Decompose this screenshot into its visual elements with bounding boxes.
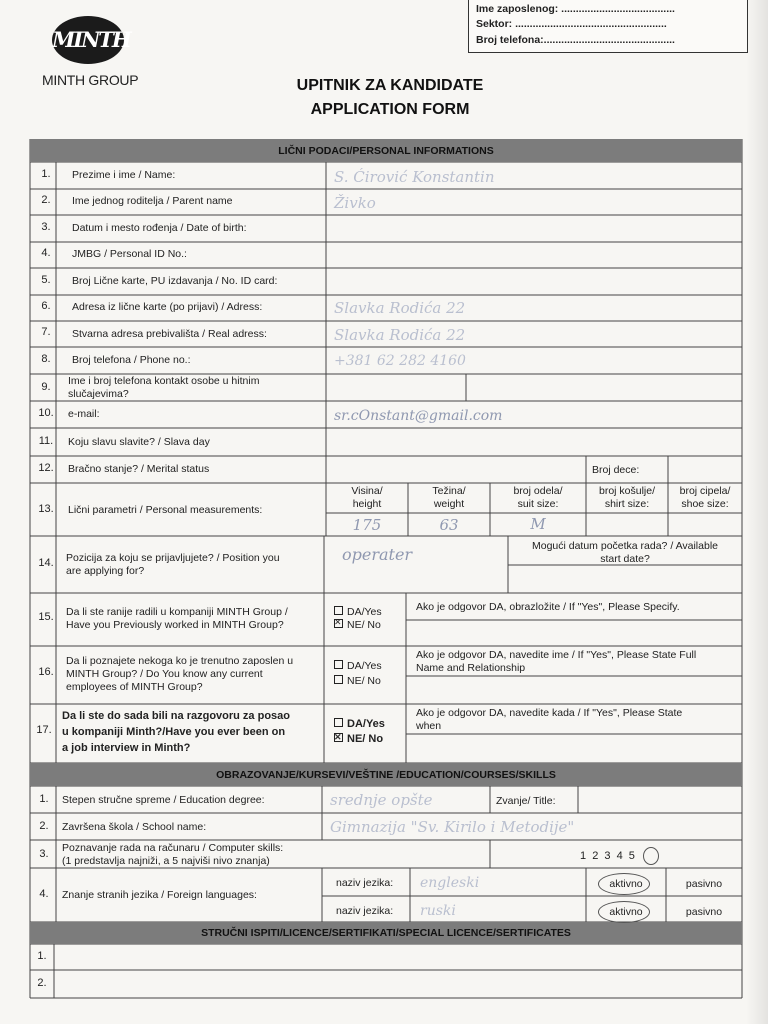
shoe-size-header: broj cipela/: [679, 485, 731, 497]
label-position: Pozicija za koju se prijavljujete? / Position you: [66, 552, 280, 564]
label-foreign-languages: Znanje stranih jezika / Foreign languages:: [62, 889, 257, 901]
answer-height[interactable]: 175: [352, 516, 382, 534]
weight-header: Težina/: [432, 485, 466, 497]
label-measurements: Lični parametri / Personal measurements:: [68, 504, 263, 516]
q16-follow-up: Ako je odgovor DA, navedite ime / If "Yes", Please State Full: [416, 649, 697, 661]
row-number: 7.: [41, 326, 51, 338]
row-number: 1.: [39, 793, 49, 805]
label-parent-name: Ime jednog roditelja / Parent name: [72, 195, 233, 207]
row-number: 3.: [39, 848, 49, 860]
q17-text-line2: u kompaniji Minth?/Have you ever been on: [62, 726, 286, 738]
label-birth-date: Datum i mesto rođenja / Date of birth:: [72, 222, 247, 234]
q17-no-option[interactable]: [334, 732, 383, 746]
row-number: 1.: [37, 950, 47, 962]
label-children-count: Broj dece:: [592, 464, 640, 476]
form-title: UPITNIK ZA KANDIDATE: [296, 77, 484, 94]
q17-yes-label: DA/Yes: [347, 718, 385, 730]
answer-phone[interactable]: +381 62 282 4160: [334, 353, 466, 369]
employee-name-field[interactable]: Ime zaposlenog: .......................................: [476, 3, 675, 15]
q16-no-option[interactable]: [334, 675, 381, 688]
logo-wordmark: MINTH: [52, 27, 130, 52]
answer-suit-size[interactable]: M: [530, 515, 546, 533]
q17-no-checkbox[interactable]: [334, 733, 343, 742]
selected-rating-circle: [643, 847, 659, 865]
shirt-size-header-en: shirt size:: [604, 498, 650, 510]
label-school-name: Završena škola / School name:: [62, 821, 207, 833]
language-1-selected-circle: [598, 873, 650, 895]
q17-no-label: NE/ No: [347, 733, 384, 745]
computer-skill-rating[interactable]: [580, 850, 635, 863]
q16-text-line3: employees of MINTH Group?: [66, 681, 203, 693]
q16-yes-checkbox[interactable]: [334, 660, 343, 669]
q15-yes-label: DA/Yes: [347, 606, 382, 618]
label-language-name: naziv jezika:: [336, 905, 394, 917]
language-2-selected-circle: [598, 901, 650, 923]
label-email: e-mail:: [68, 408, 100, 420]
language-2-passive[interactable]: pasivno: [685, 906, 723, 918]
q16-yes-option[interactable]: [334, 660, 382, 673]
label-start-date-line2: start date?: [600, 553, 650, 565]
language-1-active[interactable]: aktivno: [609, 878, 643, 890]
height-header-en: height: [352, 498, 382, 510]
row-number: 5.: [41, 274, 51, 286]
row-number: 9.: [41, 381, 51, 393]
q15-yes-checkbox[interactable]: [334, 606, 343, 615]
q15-follow-up: Ako je odgovor DA, obrazložite / If "Yes", Please Specify.: [416, 601, 680, 613]
q15-no-checkbox[interactable]: [334, 619, 343, 628]
shoe-size-header-en: shoe size:: [681, 498, 729, 510]
weight-header-en: weight: [433, 498, 465, 510]
row-number: 12.: [38, 462, 54, 474]
row-number: 17.: [36, 724, 52, 736]
row-number: 6.: [41, 300, 51, 312]
row-number: 4.: [39, 888, 49, 900]
education-section-title: OBRAZOVANJE/KURSEVI/VEŠTINE /EDUCATION/COURSES/SKILLS: [216, 769, 556, 781]
answer-language-2[interactable]: ruski: [420, 903, 456, 919]
row-number: 13.: [38, 503, 54, 515]
q17-follow-up-line2: when: [416, 720, 442, 732]
q17-yes-checkbox[interactable]: [334, 718, 343, 727]
row-number: 11.: [38, 435, 54, 447]
q17-follow-up: Ako je odgovor DA, navedite kada / If "Yes", Please State: [416, 707, 683, 719]
company-name: MINTH GROUP: [42, 72, 139, 88]
label-marital-status: Bračno stanje? / Merital status: [68, 463, 210, 475]
label-address: Adresa iz lične karte (po prijavi) / Adress:: [72, 301, 263, 313]
q17-text: Da li ste do sada bili na razgovoru za posao: [62, 710, 290, 722]
q15-text: Da li ste ranije radili u kompaniji MINTH Group /: [66, 606, 288, 618]
row-number: 3.: [41, 221, 51, 233]
employee-phone-field[interactable]: Broj telefona:.............................................: [476, 34, 675, 46]
q15-no-label: NE/ No: [347, 619, 381, 631]
answer-real-address[interactable]: Slavka Rodića 22: [334, 326, 466, 344]
q16-no-label: NE/ No: [347, 675, 381, 687]
label-id-card: Broj Lične karte, PU izdavanja / No. ID card:: [72, 275, 278, 287]
language-1-passive[interactable]: pasivno: [685, 878, 723, 890]
form-subtitle: APPLICATION FORM: [310, 101, 470, 118]
label-personal-id: JMBG / Personal ID No.:: [72, 248, 187, 260]
row-number: 1.: [41, 168, 51, 180]
answer-weight[interactable]: 63: [439, 516, 459, 534]
rating-4[interactable]: 4: [616, 850, 623, 862]
label-slava-day: Koju slavu slavite? / Slava day: [68, 436, 210, 448]
answer-email[interactable]: sr.cOnstant@gmail.com: [334, 408, 503, 424]
label-language-name: naziv jezika:: [336, 877, 394, 889]
label-education-degree: Stepen stručne spreme / Education degree:: [62, 794, 265, 806]
label-computer-skills: Poznavanje rada na računaru / Computer skills:: [62, 842, 284, 854]
rating-3[interactable]: 3: [604, 850, 611, 862]
row-number: 4.: [41, 247, 51, 259]
q16-text: Da li poznajete nekoga ko je trenutno zaposlen u: [66, 655, 294, 667]
label-computer-skills-scale: (1 predstavlja najniži, a 5 najviši nivo znanja): [62, 855, 270, 867]
licences-section-title: STRUČNI ISPITI/LICENCE/SERTIFIKATI/SPECIAL LICENCE/SERTIFICATES: [201, 927, 571, 939]
label-title: Zvanje/ Title:: [496, 795, 556, 807]
answer-school-name[interactable]: Gimnazija "Sv. Kirilo i Metodije": [330, 818, 575, 836]
q16-follow-up-line2: Name and Relationship: [416, 662, 526, 674]
answer-name[interactable]: S. Ćirović Konstantin: [334, 168, 495, 186]
rating-2[interactable]: 2: [592, 850, 599, 862]
row-number: 2.: [39, 820, 49, 832]
q15-text-line2: Have you Previously worked in MINTH Group?: [66, 619, 284, 631]
label-real-address: Stvarna adresa prebivališta / Real adress:: [72, 328, 267, 340]
label-position-line2: are applying for?: [66, 565, 145, 577]
row-number: 8.: [41, 353, 51, 365]
q16-no-checkbox[interactable]: [334, 675, 343, 684]
suit-size-header: broj odela/: [513, 485, 563, 497]
label-start-date: Mogući datum početka rada? / Available: [531, 540, 718, 552]
answer-language-1[interactable]: engleski: [420, 875, 480, 891]
row-number: 2.: [41, 194, 51, 206]
answer-parent-name[interactable]: Živko: [334, 194, 376, 212]
row-number: 10.: [38, 407, 54, 419]
q16-yes-label: DA/Yes: [347, 660, 382, 672]
suit-size-header-en: suit size:: [517, 498, 559, 510]
rating-1[interactable]: 1: [580, 850, 587, 862]
label-emergency-contact-line2: slučajevima?: [68, 388, 129, 400]
sector-field[interactable]: Sektor: ....................................................: [476, 18, 667, 30]
personal-section-title: LIČNI PODACI/PERSONAL INFORMATIONS: [278, 145, 494, 157]
label-phone: Broj telefona / Phone no.:: [72, 354, 191, 366]
rating-5[interactable]: 5: [628, 850, 635, 862]
q16-text-line2: MINTH Group? / Do You know any current: [66, 668, 263, 680]
height-header: Visina/: [351, 485, 383, 497]
language-2-active[interactable]: aktivno: [609, 906, 643, 918]
row-number: 16.: [38, 666, 54, 678]
q17-text-line3: a job interview in Minth?: [62, 742, 191, 754]
row-number: 15.: [38, 611, 54, 623]
q15-no-option[interactable]: [334, 619, 381, 632]
answer-address[interactable]: Slavka Rodića 22: [334, 299, 466, 317]
label-emergency-contact: Ime i broj telefona kontakt osobe u hitnim: [68, 375, 260, 387]
row-number: 14.: [38, 557, 54, 569]
shirt-size-header: broj košulje/: [598, 485, 656, 497]
label-name: Prezime i ime / Name:: [72, 169, 176, 181]
row-number: 2.: [37, 977, 47, 989]
answer-education-degree[interactable]: srednje opšte: [330, 791, 433, 809]
q17-yes-option[interactable]: [334, 717, 385, 731]
answer-position[interactable]: operater: [342, 545, 413, 564]
